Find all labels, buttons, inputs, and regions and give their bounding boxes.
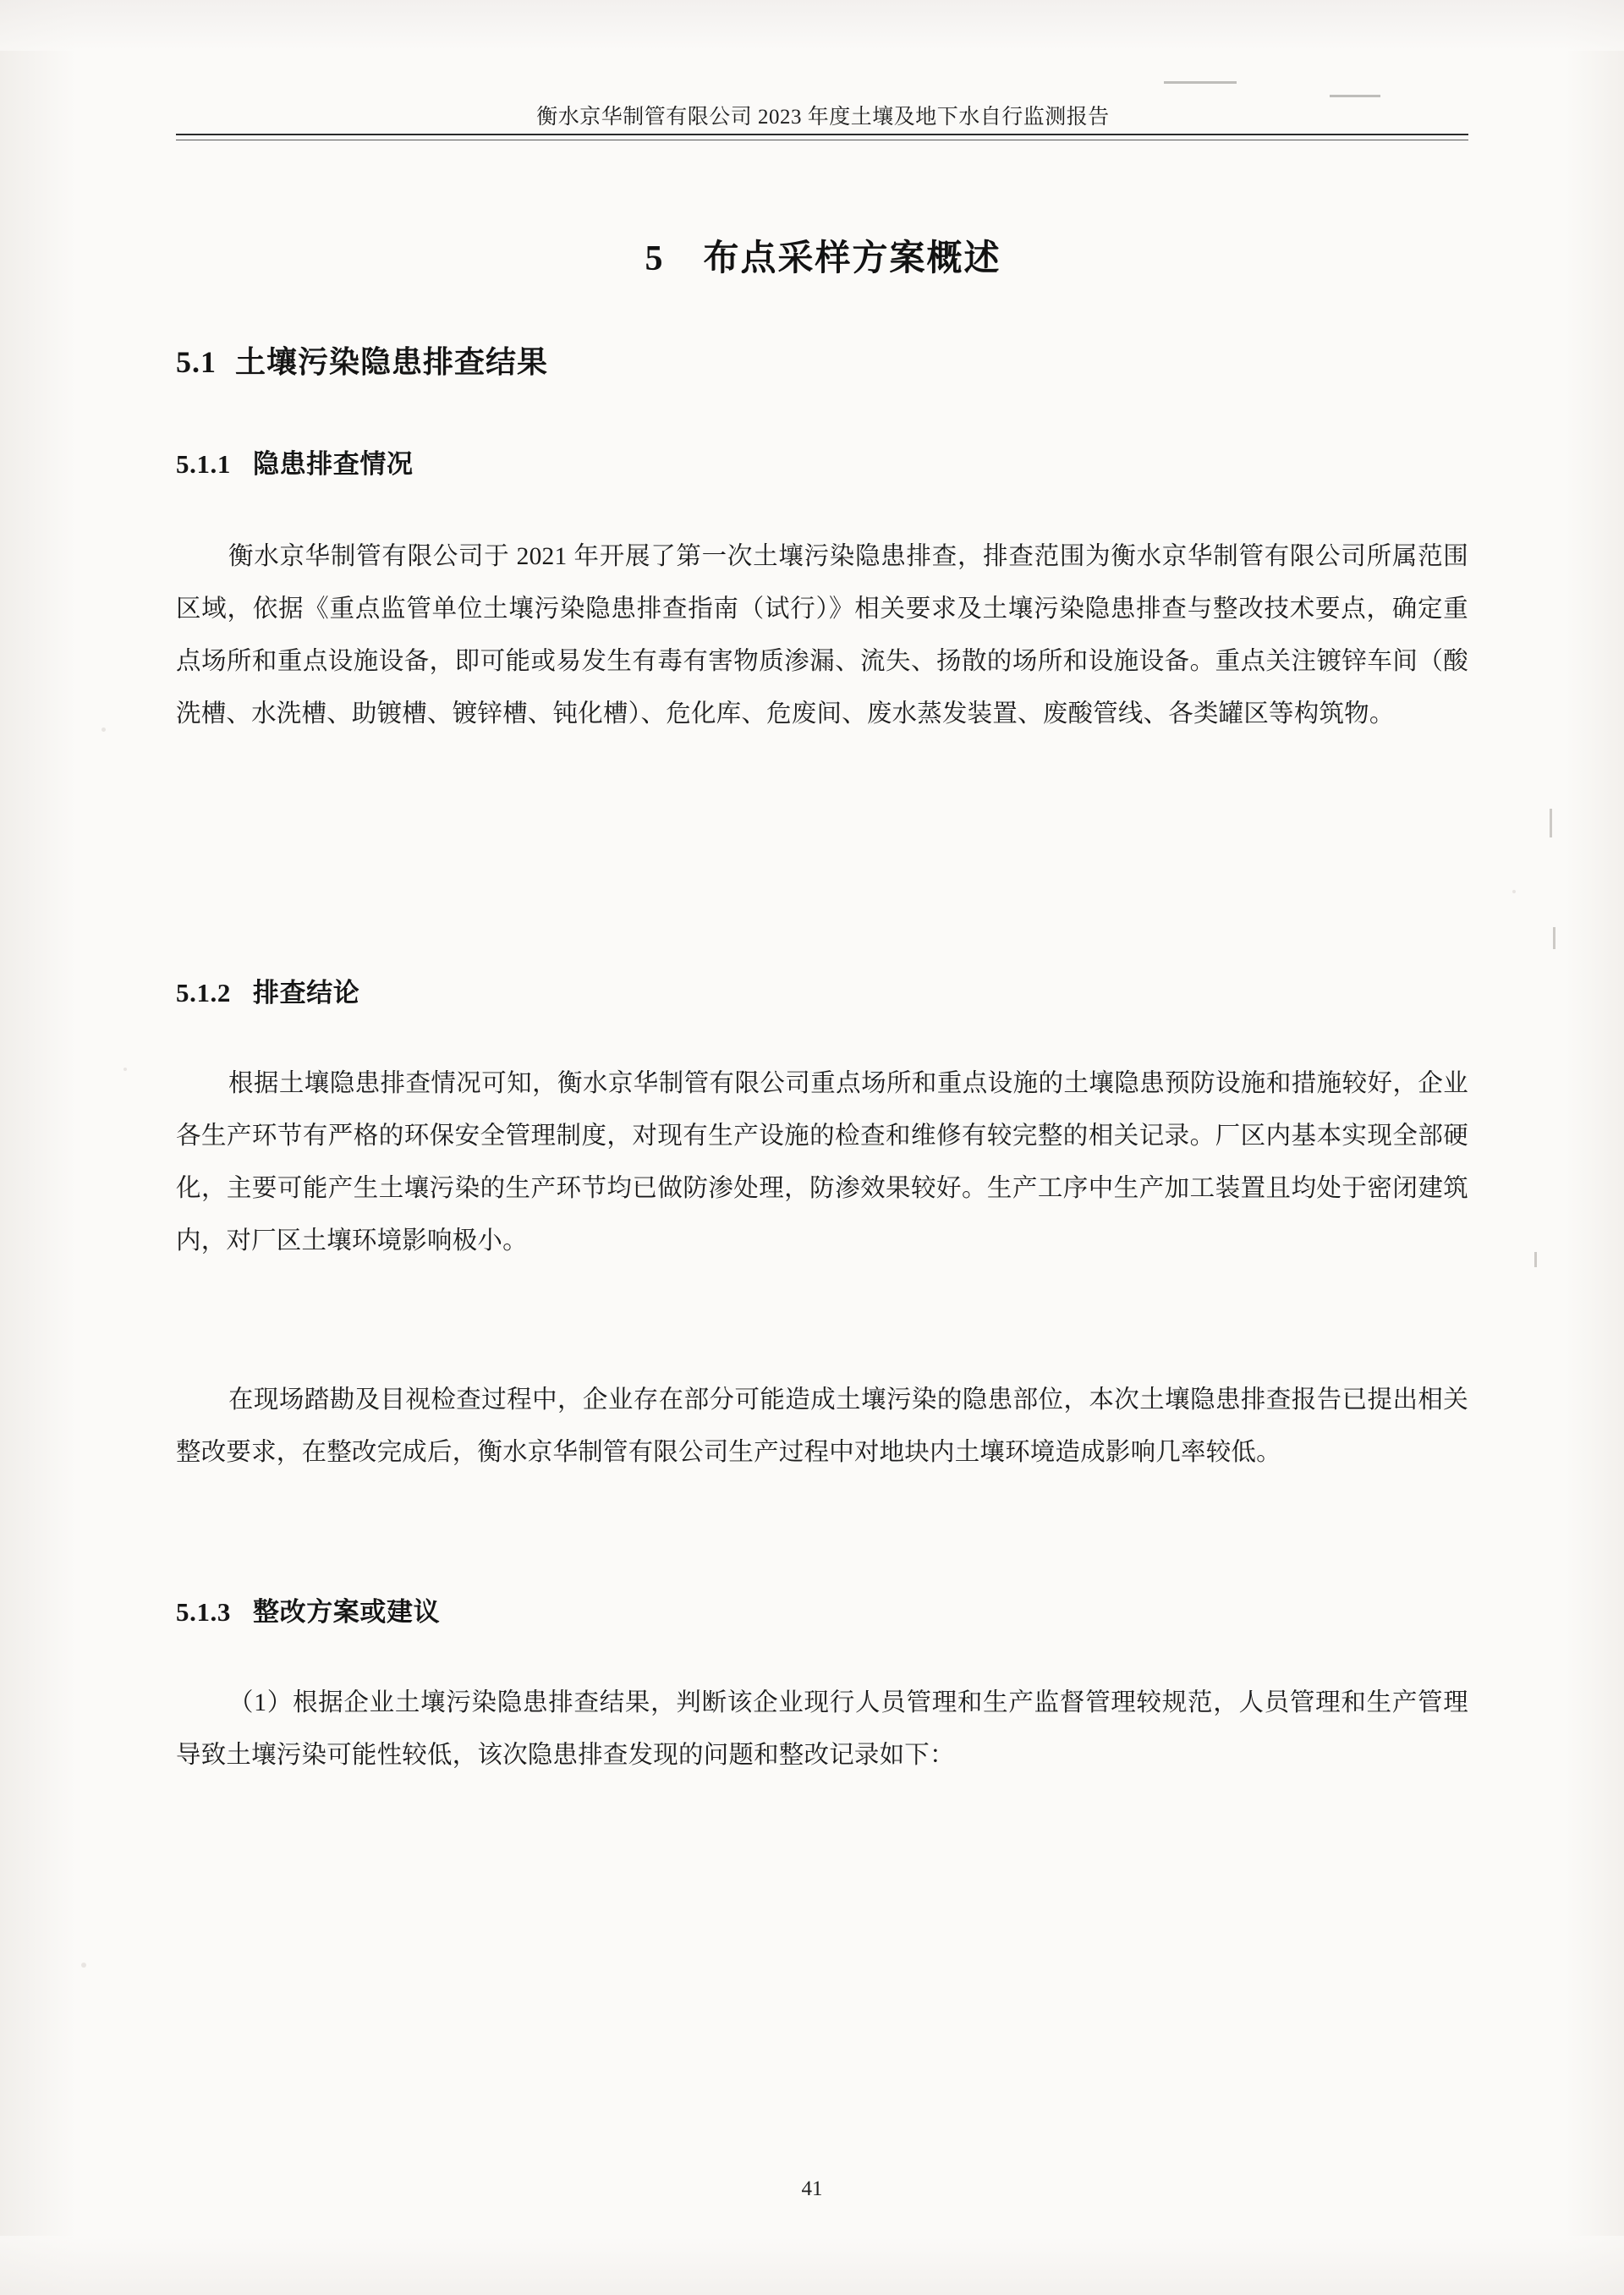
subsection-number: 5.1.3 [176, 1597, 231, 1627]
scan-margin-tick [1550, 809, 1552, 837]
subsection-heading-5-1-2 [176, 971, 1470, 1009]
chapter-title: 布点采样方案概述 [703, 239, 1001, 278]
scan-speck [1512, 890, 1516, 893]
chapter-number: 5 [645, 239, 665, 278]
scan-stray-mark [1164, 81, 1237, 84]
chapter-heading [176, 230, 1470, 281]
scan-edge-right [1565, 0, 1624, 2295]
subsection-title: 整改方案或建议 [253, 1597, 441, 1627]
page-number: 41 [801, 2177, 823, 2200]
subsection-heading-5-1-1 [176, 442, 1470, 480]
scan-edge-top [0, 0, 1624, 51]
scan-edge-bottom [0, 2236, 1624, 2295]
scan-margin-tick [1553, 927, 1555, 949]
running-header-text: 衡水京华制管有限公司 2023 年度土壤及地下水自行监测报告 [536, 106, 1110, 129]
paragraph-text: （1）根据企业土壤污染隐患排查结果，判断该企业现行人员管理和生产监督管理较规范，人员管理和生产管理导致土壤污染可能性较低，该次隐患排查发现的问题和整改记录如下： [176, 1689, 1468, 1769]
paragraph-5-1-1-1 [176, 530, 1468, 740]
paragraph-text: 在现场踏勘及目视检查过程中，企业存在部分可能造成土壤污染的隐患部位，本次土壤隐患排查报告已提出相关整改要求，在整改完成后，衡水京华制管有限公司生产过程中对地块内土壤环境造成影响几率较低。 [176, 1386, 1468, 1466]
paragraph-text: 根据土壤隐患排查情况可知，衡水京华制管有限公司重点场所和重点设施的土壤隐患预防设施和措施较好，企业各生产环节有严格的环保安全管理制度，对现有生产设施的检查和维修有较完整的相关记录。厂区内基本实现全部硬化，主要可能产生土壤污染的生产环节均已做防渗处理，防渗效果较好。生产工序中生产加工装置且均处于密闭建筑内，对厂区土壤环境影响极小。 [176, 1070, 1468, 1255]
scan-speck [102, 727, 106, 732]
scan-stray-mark [1330, 95, 1380, 97]
paragraph-5-1-2-1 [176, 1057, 1468, 1267]
scan-speck [123, 1068, 127, 1071]
subsection-heading-5-1-3 [176, 1590, 1470, 1628]
paragraph-text: 衡水京华制管有限公司于 2021 年开展了第一次土壤污染隐患排查，排查范围为衡水京华制管有限公司所属范围区域，依据《重点监管单位土壤污染隐患排查指南（试行）》相关要求及土壤污染隐患排查与整改技术要点，确定重点场所和重点设施设备，即可能或易发生有毒有害物质渗漏、流失、扬散的场所和设施设备。重点关注镀锌车间（酸洗槽、水洗槽、助镀槽、镀锌槽、钝化槽）、危化库、危废间、废水蒸发装置、废酸管线、各类罐区等构筑物。 [176, 543, 1468, 727]
subsection-number: 5.1.1 [176, 449, 231, 479]
section-number: 5.1 [176, 345, 217, 379]
paragraph-5-1-2-2 [176, 1374, 1468, 1479]
header-divider-top [176, 134, 1468, 135]
scan-margin-tick [1534, 1252, 1537, 1267]
section-title: 土壤污染隐患排查结果 [235, 345, 549, 379]
running-header [176, 100, 1470, 130]
paragraph-5-1-3-1 [176, 1677, 1468, 1782]
scan-speck [81, 1963, 86, 1968]
scan-edge-left [0, 0, 76, 2295]
subsection-title: 隐患排查情况 [253, 449, 414, 479]
subsection-number: 5.1.2 [176, 978, 231, 1007]
subsection-title: 排查结论 [253, 978, 360, 1007]
section-heading [176, 338, 1470, 382]
